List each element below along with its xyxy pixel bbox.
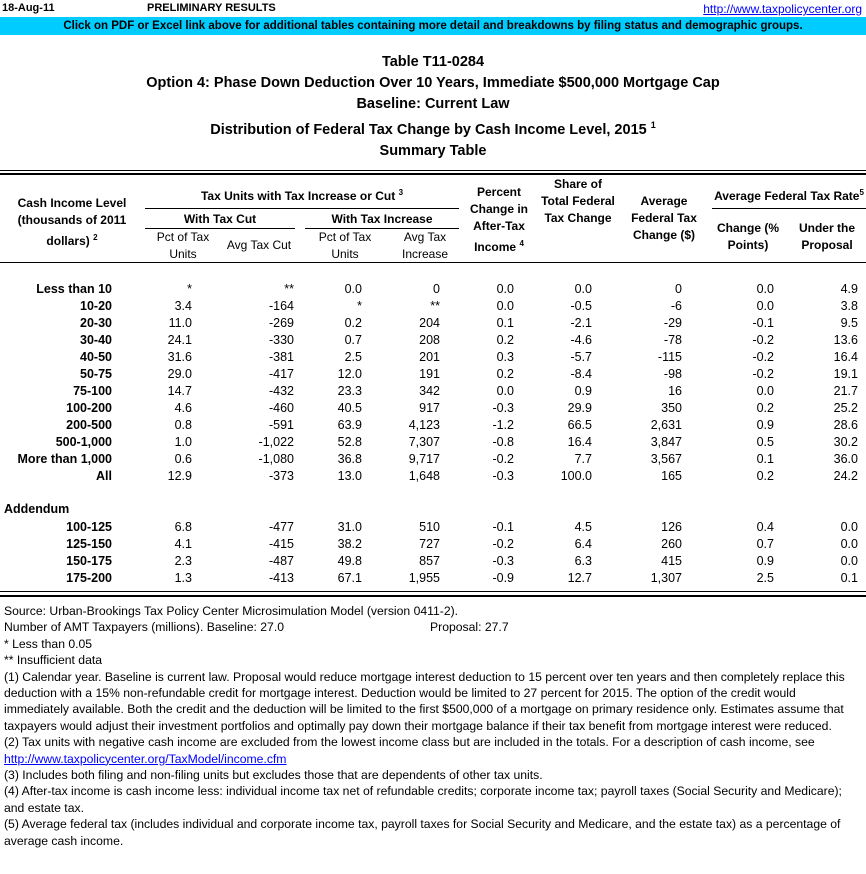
table-cell: 31.6: [167, 350, 192, 364]
tpc-website-link[interactable]: http://www.taxpolicycenter.org: [703, 2, 862, 16]
table-cell: 0.0: [496, 299, 514, 313]
row-label: 10-20: [80, 299, 112, 313]
table-cell: 4,123: [408, 418, 440, 432]
table-cell: 0.2: [756, 401, 774, 415]
table-cell: 36.8: [337, 452, 362, 466]
table-cell: -0.9: [492, 571, 514, 585]
table-cell: 208: [419, 333, 440, 347]
table-cell: **: [284, 282, 294, 296]
table-cell: 16.4: [833, 350, 858, 364]
table-cell: 49.8: [337, 554, 362, 568]
table-cell: 0.0: [496, 384, 514, 398]
income-definition-link[interactable]: http://www.taxpolicycenter.org/TaxModel/income.cfm: [4, 751, 287, 766]
table-cell: 7,307: [408, 435, 440, 449]
table-row: [0, 536, 858, 553]
row-label: 100-125: [66, 520, 112, 534]
distribution-title: Distribution of Federal Tax Change by Cash Income Level, 2015 $^1$: [210, 120, 656, 138]
table-cell: -6: [670, 299, 682, 313]
header-pct-units-cut: Pct of Tax Units: [156, 230, 210, 261]
table-cell: -0.2: [492, 537, 514, 551]
table-cell: 0.1: [496, 316, 514, 330]
header-cash-income: Cash Income Level (thousands of 2011 dollars) $^2$: [17, 196, 127, 248]
table-cell: -0.2: [492, 452, 514, 466]
table-cell: 0.0: [756, 384, 774, 398]
header-share-total: Share of Total Federal Tax Change: [541, 177, 615, 225]
table-cell: 2,631: [650, 418, 682, 432]
header-avg-fed-tax-rate: Average Federal Tax Rate$^5$: [714, 188, 864, 203]
less-than-note: * Less than 0.05: [4, 636, 93, 651]
table-cell: 0.0: [756, 282, 774, 296]
table-row: [0, 281, 858, 298]
table-cell: 16.4: [567, 435, 592, 449]
table-row: [0, 417, 858, 434]
addendum-table: [0, 519, 858, 587]
table-cell: 66.5: [567, 418, 592, 432]
row-label: 75-100: [73, 384, 112, 398]
table-cell: *: [357, 299, 362, 313]
table-cell: 13.6: [833, 333, 858, 347]
header-rate-rule: [712, 208, 866, 209]
footnote-5: (5) Average federal tax (includes individual and corporate income tax, payroll taxes for Social Security and Medicare, and the estate tax) as a percentage of average cash income.: [4, 817, 841, 848]
table-cell: -413: [268, 571, 294, 585]
table-cell: 29.0: [167, 367, 192, 381]
table-cell: -591: [268, 418, 294, 432]
top-bar: [0, 0, 866, 16]
table-row: [0, 468, 858, 485]
table-cell: -0.8: [492, 435, 514, 449]
table-cell: 12.9: [167, 469, 192, 483]
table-cell: 201: [419, 350, 440, 364]
table-cell: 917: [419, 401, 440, 415]
table-cell: 0.0: [574, 282, 592, 296]
table-cell: 4.1: [174, 537, 192, 551]
row-label: 150-175: [66, 554, 112, 568]
footnote-1: (1) Calendar year. Baseline is current law. Proposal would reduce mortgage interest deduction to 15 percent over ten years and then completely replace this deduction with a 15% non-refundable credit for mortgage interest. Deduction would be limited to 27 percent for 2015. The option of the credit would immediately available. Both the credit and the deduction will be limited to the first $500,000 of a mortgage on primary residence only. Estimates assume that taxpayers would adjust their investment portfolios and optimally pay down their mortgage balance if their tax benefit from mortgage interest were reduced.: [4, 669, 845, 733]
option-title: Option 4: Phase Down Deduction Over 10 Years, Immediate $500,000 Mortgage Cap: [146, 75, 720, 91]
table-cell: 0.5: [756, 435, 774, 449]
table-cell: 12.0: [337, 367, 362, 381]
table-row: [0, 349, 858, 366]
table-cell: -1.2: [492, 418, 514, 432]
table-cell: 11.0: [168, 316, 192, 330]
table-cell: 0: [433, 282, 440, 296]
table-cell: 1.3: [174, 571, 192, 585]
table-cell: 6.8: [174, 520, 192, 534]
table-cell: 350: [661, 401, 682, 415]
table-cell: 38.2: [337, 537, 362, 551]
row-label: All: [96, 469, 112, 483]
header-avg-fed-tax-change: Average Federal Tax Change ($): [631, 194, 697, 242]
header-bottom-rule: [0, 262, 866, 263]
table-cell: 25.2: [833, 401, 858, 415]
header-pct-change-after-tax: Percent Change in After-Tax Income $^4$: [469, 185, 528, 254]
table-cell: -477: [268, 520, 294, 534]
table-cell: 204: [419, 316, 440, 330]
table-cell: -0.2: [752, 333, 774, 347]
footnotes: [4, 603, 862, 849]
table-cell: -487: [268, 554, 294, 568]
table-row: [0, 383, 858, 400]
table-cell: 16: [668, 384, 682, 398]
header-with-tax-increase: With Tax Increase: [331, 212, 433, 226]
footnote-2: (2) Tax units with negative cash income are excluded from the lowest income class but are included in the totals. For a description of cash income, see: [4, 735, 815, 750]
table-cell: 0.6: [174, 452, 192, 466]
header-avg-tax-increase: Avg Tax Increase: [401, 230, 449, 261]
table-cell: 6.4: [574, 537, 592, 551]
table-cell: 0.0: [756, 299, 774, 313]
table-cell: 1,307: [650, 571, 682, 585]
table-cell: 100.0: [560, 469, 592, 483]
table-id: Table T11-0284: [381, 54, 485, 70]
row-label: 200-500: [66, 418, 112, 432]
table-cell: 0.2: [496, 333, 514, 347]
table-cell: -460: [268, 401, 294, 415]
table-cell: 0.3: [496, 350, 514, 364]
table-cell: 260: [661, 537, 682, 551]
table-cell: 165: [661, 469, 682, 483]
table-cell: -432: [268, 384, 294, 398]
table-cell: -373: [268, 469, 294, 483]
header-avg-tax-cut: Avg Tax Cut: [226, 238, 292, 252]
table-cell: 31.0: [337, 520, 362, 534]
table-cell: 1,648: [408, 469, 440, 483]
table-cell: 14.7: [167, 384, 192, 398]
table-cell: 0.7: [344, 333, 362, 347]
info-banner: Click on PDF or Excel link above for additional tables containing more detail and breakdowns by filing status and demographic groups.: [0, 17, 866, 35]
table-cell: 510: [419, 520, 440, 534]
table-row: [0, 366, 858, 383]
table-cell: *: [187, 282, 192, 296]
table-cell: 29.9: [567, 401, 592, 415]
table-row: [0, 519, 858, 536]
footnote-4: (4) After-tax income is cash income less: individual income tax net of refundable credits; corporate income tax; payroll taxes (Social Security and Medicare); and estate tax.: [4, 784, 842, 815]
table-cell: 0.7: [756, 537, 774, 551]
table-cell: -0.5: [570, 299, 592, 313]
header-tax-units-rule: [145, 208, 459, 209]
table-cell: 9,717: [408, 452, 440, 466]
table-cell: -415: [268, 537, 294, 551]
table-cell: 6.3: [574, 554, 592, 568]
row-label: 20-30: [80, 316, 112, 330]
table-cell: 40.5: [337, 401, 362, 415]
table-cell: 4.5: [574, 520, 592, 534]
table-cell: 9.5: [840, 316, 858, 330]
header-top-rule: [0, 170, 866, 171]
table-cell: **: [430, 299, 440, 313]
table-cell: 0.0: [840, 554, 858, 568]
table-cell: 0.0: [840, 520, 858, 534]
table-cell: 3,567: [650, 452, 682, 466]
table-cell: 0.2: [496, 367, 514, 381]
table-cell: -0.1: [492, 520, 514, 534]
table-cell: 67.1: [337, 571, 362, 585]
table-cell: -0.2: [752, 350, 774, 364]
table-cell: 0.1: [756, 452, 774, 466]
table-row: [0, 315, 858, 332]
table-cell: 7.7: [574, 452, 592, 466]
table-cell: -0.3: [492, 401, 514, 415]
table-cell: -1,080: [258, 452, 294, 466]
table-cell: 342: [419, 384, 440, 398]
table-cell: 19.1: [833, 367, 858, 381]
table-row: [0, 332, 858, 349]
table-cell: -381: [268, 350, 294, 364]
table-cell: 0.2: [756, 469, 774, 483]
header-tax-units: Tax Units with Tax Increase or Cut $^3$: [200, 188, 404, 203]
table-cell: 0.0: [840, 537, 858, 551]
table-row: [0, 553, 858, 570]
header-pct-units-increase: Pct of Tax Units: [318, 230, 372, 261]
table-cell: -5.7: [570, 350, 592, 364]
table-cell: 0.0: [344, 282, 362, 296]
table-row: [0, 434, 858, 451]
table-cell: -29: [663, 316, 682, 330]
header-change-points: Change (% Points): [716, 221, 779, 252]
baseline-title: Baseline: Current Law: [356, 96, 510, 112]
table-cell: 0.8: [174, 418, 192, 432]
table-cell: 0.9: [756, 554, 774, 568]
table-cell: 52.8: [337, 435, 362, 449]
table-cell: -78: [663, 333, 682, 347]
table-cell: -417: [268, 367, 294, 381]
table-cell: 1.0: [174, 435, 192, 449]
row-label: 125-150: [66, 537, 112, 551]
table-row: [0, 451, 858, 468]
amt-note: Number of AMT Taxpayers (millions). Baseline: 27.0 Proposal: 27.7: [4, 620, 509, 635]
table-cell: 2.3: [174, 554, 192, 568]
row-label: Less than 10: [36, 282, 112, 296]
row-label: 30-40: [80, 333, 112, 347]
table-cell: 28.6: [833, 418, 858, 432]
table-cell: 857: [419, 554, 440, 568]
table-cell: -330: [268, 333, 294, 347]
table-cell: 0.4: [756, 520, 774, 534]
table-cell: -0.3: [492, 554, 514, 568]
table-cell: 0.0: [496, 282, 514, 296]
table-row: [0, 298, 858, 315]
table-cell: -1,022: [258, 435, 294, 449]
row-label: 175-200: [66, 571, 112, 585]
table-cell: 0.9: [574, 384, 592, 398]
table-cell: 4.9: [840, 282, 858, 296]
preliminary-label: PRELIMINARY RESULTS: [147, 2, 276, 14]
table-cell: -0.3: [492, 469, 514, 483]
table-cell: 727: [419, 537, 440, 551]
insufficient-note: ** Insufficient data: [4, 653, 103, 668]
table-cell: 24.1: [167, 333, 192, 347]
table-cell: 0.9: [756, 418, 774, 432]
table-cell: -115: [657, 350, 682, 364]
table-cell: 3.4: [174, 299, 192, 313]
table-cell: 13.0: [337, 469, 362, 483]
table-cell: 24.2: [833, 469, 858, 483]
footnote-3: (3) Includes both filing and non-filing units but excludes those that are dependents of other tax units.: [4, 768, 543, 783]
table-cell: 1,955: [408, 571, 440, 585]
table-cell: -98: [663, 367, 682, 381]
summary-title: Summary Table: [379, 142, 487, 159]
table-cell: 0.1: [840, 571, 858, 585]
table-cell: 21.7: [833, 384, 858, 398]
addendum-label: Addendum: [4, 502, 70, 516]
table-cell: -164: [268, 299, 294, 313]
report-date: 18-Aug-11: [2, 2, 55, 14]
table-cell: 191: [419, 367, 440, 381]
row-label: 50-75: [80, 367, 112, 381]
row-label: 40-50: [80, 350, 112, 364]
table-cell: 0.2: [344, 316, 362, 330]
table-bottom-rule-double: [0, 595, 866, 597]
row-label: 100-200: [66, 401, 112, 415]
table-cell: 415: [661, 554, 682, 568]
table-cell: 126: [661, 520, 682, 534]
table-cell: 3.8: [840, 299, 858, 313]
table-bottom-rule: [0, 591, 866, 592]
header-with-tax-cut: With Tax Cut: [183, 212, 257, 226]
table-row: [0, 400, 858, 417]
table-titles: [0, 52, 866, 162]
row-label: More than 1,000: [17, 452, 112, 466]
table-cell: 23.3: [337, 384, 362, 398]
source-note: Source: Urban-Brookings Tax Policy Center Microsimulation Model (version 0411-2).: [4, 604, 459, 618]
table-cell: 30.2: [833, 435, 858, 449]
table-row: [0, 570, 858, 587]
table-cell: 12.7: [567, 571, 592, 585]
table-cell: -0.1: [752, 316, 774, 330]
table-cell: 4.6: [174, 401, 192, 415]
header-top-rule-double: [0, 173, 866, 175]
table-cell: -8.4: [570, 367, 592, 381]
header-under-proposal: Under the Proposal: [798, 221, 855, 252]
table-cell: -269: [268, 316, 294, 330]
table-cell: 2.5: [344, 350, 362, 364]
table-cell: 3,847: [650, 435, 682, 449]
table-cell: 36.0: [833, 452, 858, 466]
table-cell: -2.1: [570, 316, 592, 330]
table-cell: 2.5: [756, 571, 774, 585]
row-label: 500-1,000: [55, 435, 112, 449]
summary-table: [0, 281, 858, 485]
table-cell: -4.6: [570, 333, 592, 347]
table-cell: 0: [675, 282, 682, 296]
table-cell: -0.2: [752, 367, 774, 381]
table-cell: 63.9: [337, 418, 362, 432]
